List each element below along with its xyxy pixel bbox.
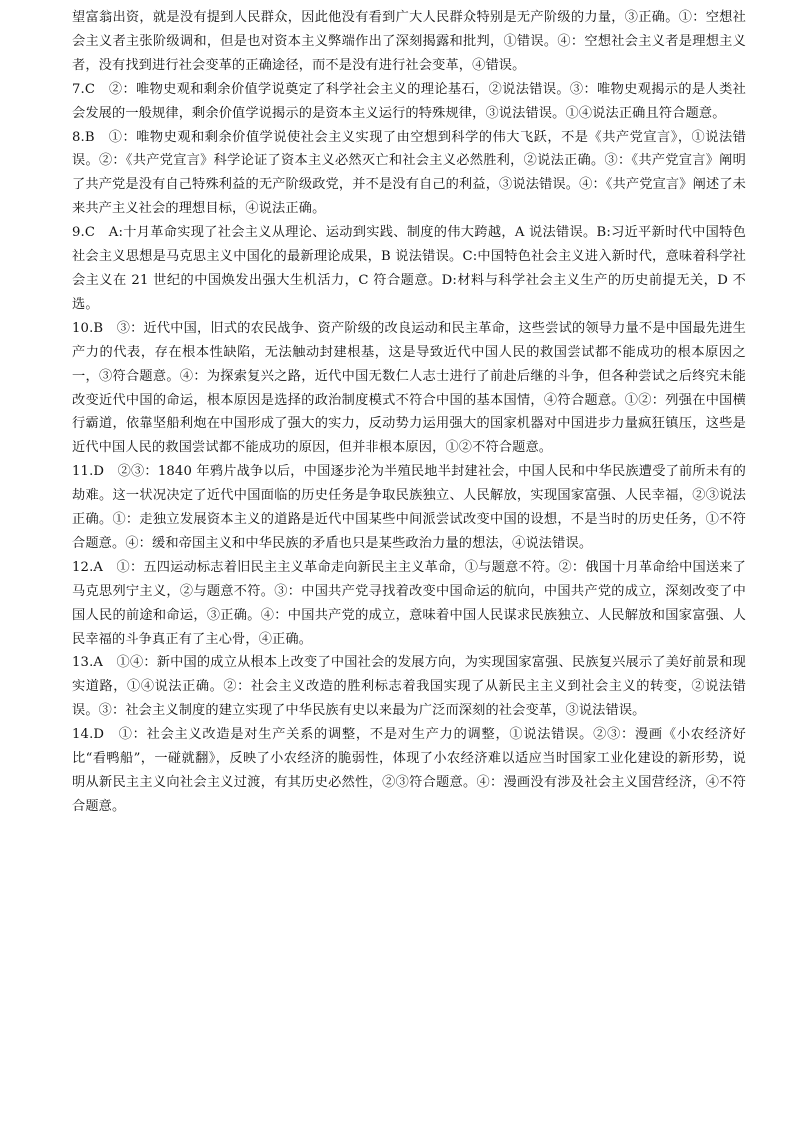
answer-10: 10.B ③：近代中国，旧式的农民战争、资产阶级的改良运动和民主革命，这些尝试的领导力量不是中国最先进生产力的代表，存在根本性缺陷，无法触动封建根基，这是导致近代中国人民的救国尝试都不能成功的根本原因之一，③符合题意。④：为探索复兴之路，近代中国无数仁人志士进行了前赴后继的斗争，但各种尝试之后终究未能改变近代中国的命运，根本原因是选择的政治制度模式不符合中国的基本国情，④符合题意。①②：列强在中国横行霸道，依靠坚船利炮在中国形成了强大的实力，反动势力运用强大的国家机器对中国进步力量疯狂镇压，这些是近代中国人民的救国尝试都不能成功的原因，但并非根本原因，①②不符合题意。 xyxy=(72,320,746,456)
answer-8: 8.B ①：唯物史观和剩余价值学说使社会主义实现了由空想到科学的伟大飞跃，不是《共产党宣言》，①说法错误。②：《共产党宣言》科学论证了资本主义必然灭亡和社会主义必然胜利，②说法正确。③：《共产党宣言》阐明了共产党是没有自己特殊利益的无产阶级政党，并不是没有自己的利益，③说法错误。④：《共产党宣言》阐述了未来共产主义社会的理想目标，④说法正确。 xyxy=(72,129,746,217)
answer-11: 11.D ②③：1840 年鸦片战争以后，中国逐步沦为半殖民地半封建社会，中国人民和中华民族遭受了前所未有的劫难。这一状况决定了近代中国面临的历史任务是争取民族独立、人民解放，实现国家富强、人民幸福，②③说法正确。①：走独立发展资本主义的道路是近代中国某些中间派尝试改变中国的设想，不是当时的历史任务，①不符合题意。④：缓和帝国主义和中华民族的矛盾也只是某些政治力量的想法，④说法错误。 xyxy=(72,464,746,551)
answer-12: 12.A ①：五四运动标志着旧民主主义革命走向新民主主义革命，①与题意不符。②：俄国十月革命给中国送来了马克思列宁主义，②与题意不符。③：中国共产党寻找着改变中国命运的航向，中国共产党的成立，深刻改变了中国人民的前途和命运，③正确。④：中国共产党的成立，意味着中国人民谋求民族独立、人民解放和国家富强、人民幸福的斗争真正有了主心骨，④正确。 xyxy=(72,559,746,647)
answer-14: 14.D ①：社会主义改造是对生产关系的调整，不是对生产力的调整，①说法错误。②③：漫画《小农经济好比“看鸭船”，一碰就翻》，反映了小农经济的脆弱性，体现了小农经济难以适应当时国家工业化建设的新形势，说明从新民主主义向社会主义过渡，有其历史必然性，②③符合题意。④：漫画没有涉及社会主义国营经济，④不符合题意。 xyxy=(72,727,746,814)
paragraph-continuation-6: 望富翁出资，就是没有提到人民群众，因此他没有看到广大人民群众特别是无产阶级的力量，③正确。①：空想社会主义者主张阶级调和，但是也对资本主义弊端作出了深刻揭露和批判，①错误。④：空想社会主义者是理想主义者，没有找到进行社会变革的正确途径，而不是没有进行社会变革，④错误。 xyxy=(72,10,746,73)
answer-7: 7.C ②：唯物史观和剩余价值学说奠定了科学社会主义的理论基石，②说法错误。③：唯物史观揭示的是人类社会发展的一般规律，剩余价值学说揭示的是资本主义运行的特殊规律，③说法错误。①④说法正确且符合题意。 xyxy=(72,81,746,121)
answer-13: 13.A ①④：新中国的成立从根本上改变了中国社会的发展方向，为实现国家富强、民族复兴展示了美好前景和现实道路，①④说法正确。②：社会主义改造的胜利标志着我国实现了从新民主主义到社会主义的转变，②说法错误。③：社会主义制度的建立实现了中华民族有史以来最为广泛而深刻的社会变革，③说法错误。 xyxy=(72,655,746,719)
answer-9: 9.C A:十月革命实现了社会主义从理论、运动到实践、制度的伟大跨越，A 说法错误。B:习近平新时代中国特色社会主义思想是马克思主义中国化的最新理论成果，B 说法错误。C:中国特色社会主义进入新时代，意味着科学社会主义在 21 世纪的中国焕发出强大生机活力，C 符合题意。D:材料与科学社会主义生产的历史前提无关，D 不选。 xyxy=(72,225,746,312)
